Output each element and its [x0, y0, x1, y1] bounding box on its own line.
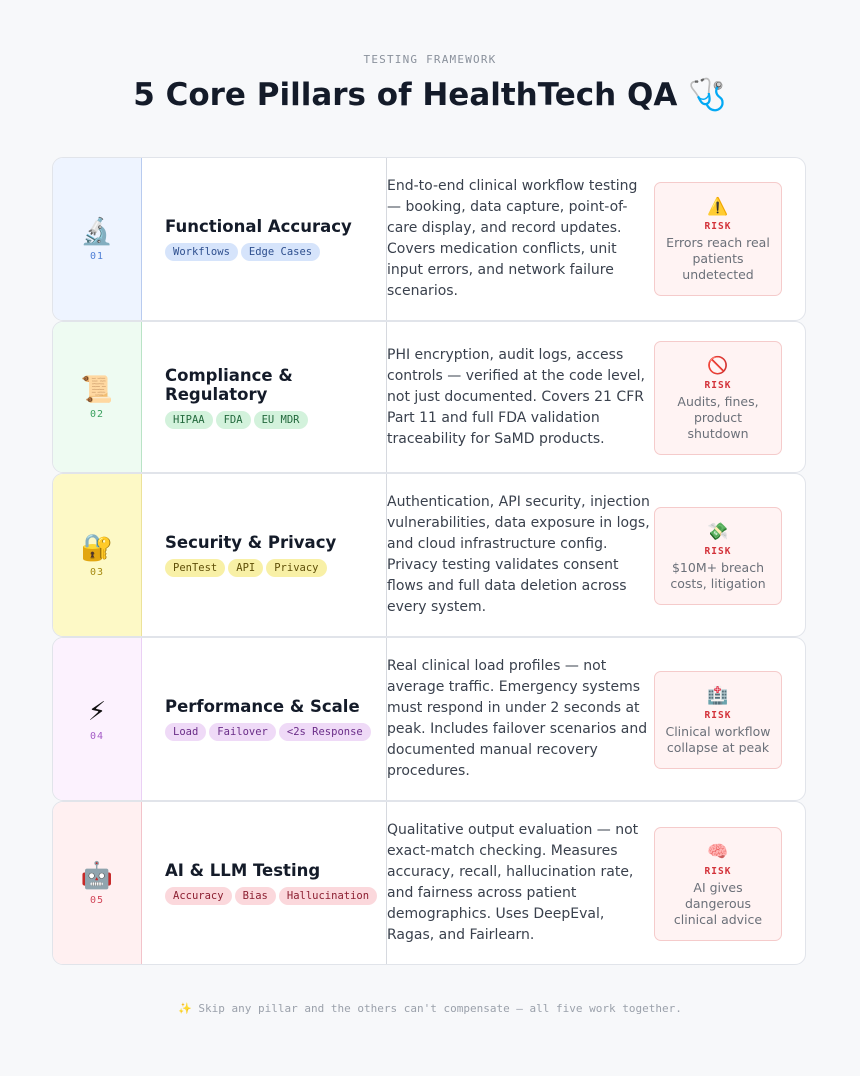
risk-label: RISK: [704, 545, 732, 557]
pillar-number: 01: [89, 250, 105, 262]
tag-chip: API: [228, 559, 263, 577]
risk-box: [654, 341, 782, 455]
tag-chip: Privacy: [266, 559, 326, 577]
pillar-description: PHI encryption, audit logs, access controls — verified at the code level, not just documented. Covers 21 CFR Part 11 and full FDA validation traceability for SaMD products.: [387, 346, 645, 447]
pillar-number: 04: [89, 730, 105, 742]
lock-key-icon: 🔐: [80, 532, 114, 563]
risk-text: Clinical workflow collapse at peak: [665, 723, 771, 755]
tag-chip: Accuracy: [165, 887, 232, 905]
risk-text: $10M+ breach costs, litigation: [670, 559, 766, 591]
money-loss-icon: 💸: [707, 521, 729, 542]
pillar-title: Performance & Scale: [165, 697, 360, 716]
tag-chip: PenTest: [165, 559, 225, 577]
pillar-tags: [165, 723, 387, 741]
prohibited-icon: 🚫: [707, 355, 729, 376]
pillar-description: Real clinical load profiles — not average traffic. Emergency systems must respond in under 2 seconds at peak. Includes failover scenarios and documented manual recovery procedures.: [387, 658, 648, 779]
pillar-card-compliance-regulatory: [52, 321, 806, 473]
pillar-title: Functional Accuracy: [165, 217, 352, 236]
brain-icon: 🧠: [707, 841, 729, 862]
pillar-description-block: [386, 638, 653, 800]
risk-label: RISK: [704, 709, 732, 721]
pillar-number: 02: [89, 408, 105, 420]
pillar-description-block: [386, 158, 653, 320]
tag-chip: Edge Cases: [241, 243, 320, 261]
risk-text: Audits, fines, product shutdown: [677, 393, 759, 441]
risk-box: [654, 182, 782, 296]
risk-box: [654, 671, 782, 769]
pillar-card-performance-scale: [52, 637, 806, 801]
pillar-card-security-privacy: [52, 473, 806, 637]
tag-chip: HIPAA: [165, 411, 213, 429]
eyebrow-label: TESTING FRAMEWORK: [363, 53, 497, 66]
pillar-side-panel: [53, 802, 142, 964]
risk-label: RISK: [704, 865, 732, 877]
pillar-number: 05: [89, 894, 105, 906]
pillar-description-block: [386, 802, 653, 964]
risk-label: RISK: [704, 220, 732, 232]
risk-box: [654, 507, 782, 605]
pillar-description-block: [386, 474, 653, 636]
pillar-description: Authentication, API security, injection vulnerabilities, data exposure in logs, and cloud infrastructure config. Privacy testing validates consent flows and full data deletion across every system.: [387, 494, 650, 615]
tag-chip: Workflows: [165, 243, 238, 261]
lightning-icon: ⚡: [87, 696, 107, 727]
tag-chip: <2s Response: [279, 723, 371, 741]
pillar-side-panel: [53, 158, 142, 320]
risk-box: [654, 827, 782, 941]
tag-chip: Load: [165, 723, 206, 741]
pillar-card-functional-accuracy: [52, 157, 806, 321]
pillar-tags: [165, 243, 387, 261]
pillar-side-panel: [53, 474, 142, 636]
pillar-tags: [165, 411, 387, 429]
tag-chip: Bias: [235, 887, 276, 905]
pillar-heading-block: [165, 322, 387, 472]
risk-text: AI gives dangerous clinical advice: [673, 879, 763, 927]
pillar-number: 03: [89, 566, 105, 578]
footer-note: ✨ Skip any pillar and the others can't compensate — all five work together.: [178, 1002, 682, 1015]
microscope-icon: 🔬: [80, 216, 114, 247]
pillar-title: Security & Privacy: [165, 533, 337, 552]
risk-label: RISK: [704, 379, 732, 391]
pillar-heading-block: [165, 158, 387, 320]
pillar-description-block: [386, 322, 653, 472]
tag-chip: FDA: [216, 411, 251, 429]
tag-chip: EU MDR: [254, 411, 308, 429]
pillar-card-ai-llm-testing: [52, 801, 806, 965]
pillar-description: Qualitative output evaluation — not exact-match checking. Measures accuracy, recall, hallucination rate, and fairness across patient demographics. Uses DeepEval, Ragas, and Fairlearn.: [387, 822, 639, 943]
pillar-side-panel: [53, 638, 142, 800]
pillar-description: End-to-end clinical workflow testing — booking, data capture, point-of-care display, and record updates. Covers medication conflicts, unit input errors, and network failure scenarios.: [387, 178, 638, 299]
pillar-heading-block: [165, 638, 387, 800]
risk-text: Errors reach real patients undetected: [666, 234, 770, 282]
tag-chip: Hallucination: [279, 887, 377, 905]
pillar-title: Compliance & Regulatory: [165, 365, 293, 404]
page-title: 5 Core Pillars of HealthTech QA 🩺: [133, 77, 727, 113]
pillar-heading-block: [165, 474, 387, 636]
pillar-heading-block: [165, 802, 387, 964]
warning-icon: ⚠️: [707, 196, 729, 217]
pillar-side-panel: [53, 322, 142, 472]
robot-icon: 🤖: [80, 860, 114, 891]
pillar-tags: [165, 887, 387, 905]
tag-chip: Failover: [209, 723, 276, 741]
scroll-icon: 📜: [80, 374, 114, 405]
hospital-icon: 🏥: [707, 685, 729, 706]
pillar-title: AI & LLM Testing: [165, 861, 321, 880]
pillar-tags: [165, 559, 387, 577]
